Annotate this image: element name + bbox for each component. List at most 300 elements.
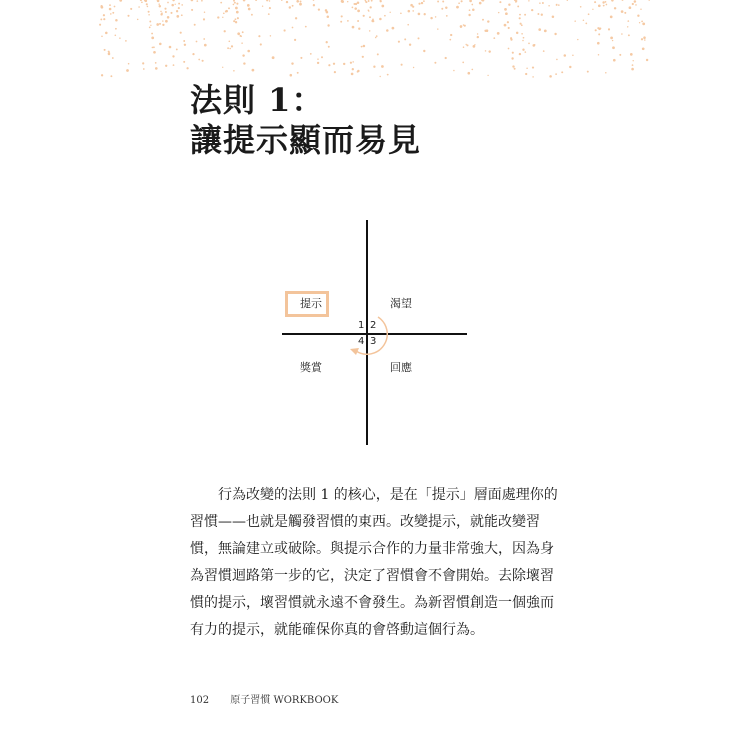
decorative-dot — [574, 20, 576, 22]
decorative-dot — [119, 37, 121, 39]
decorative-dot — [585, 23, 587, 25]
decorative-dot — [352, 26, 355, 29]
decorative-dot — [156, 23, 159, 26]
decorative-dot — [598, 28, 601, 31]
body-line: 行為改變的法則 1 的核心，是在「提示」層面處理你的 — [218, 487, 558, 503]
decorative-dot — [632, 3, 634, 5]
decorative-dot — [511, 57, 513, 59]
decorative-dot — [564, 54, 567, 57]
diagram-axes — [270, 215, 480, 450]
decorative-dot — [379, 18, 382, 21]
decorative-dot — [289, 6, 291, 8]
decorative-dot — [350, 62, 352, 64]
decorative-dot — [453, 70, 455, 72]
decorative-dot — [471, 69, 473, 71]
decorative-dot — [313, 0, 315, 1]
decorative-dot — [610, 37, 613, 40]
decorative-dot — [110, 13, 112, 15]
decorative-dot — [300, 1, 302, 3]
decorative-dot — [525, 73, 527, 75]
decorative-dot — [310, 53, 312, 55]
decorative-dot — [376, 35, 378, 37]
decorative-dot — [381, 5, 384, 8]
quadrant-number-2: 2 — [370, 320, 377, 331]
decorative-dot — [505, 12, 508, 15]
decorative-dot — [400, 12, 402, 14]
decorative-dot — [326, 11, 329, 14]
decorative-dot — [522, 40, 524, 42]
decorative-dot — [640, 9, 641, 10]
decorative-dot — [631, 68, 634, 71]
decorative-dot — [363, 45, 366, 48]
decorative-dot — [242, 54, 244, 56]
decorative-dot — [619, 54, 621, 56]
decorative-dot — [103, 14, 105, 16]
habit-loop-diagram — [270, 215, 480, 450]
decorative-dot — [258, 35, 260, 37]
decorative-dot — [441, 8, 443, 10]
decorative-dot — [407, 24, 409, 26]
decorative-dot — [165, 11, 167, 13]
decorative-dot — [528, 0, 529, 1]
decorative-dot — [434, 62, 436, 64]
decorative-dot — [176, 10, 178, 12]
decorative-dot — [642, 47, 645, 50]
decorative-dot — [318, 8, 320, 10]
decorative-dot — [528, 43, 530, 45]
quadrant-label-reward: 獎賞 — [300, 361, 322, 374]
decorative-dot — [112, 12, 114, 14]
decorative-dot — [642, 23, 645, 26]
decorative-dot — [153, 46, 155, 48]
decorative-dot — [611, 0, 614, 2]
decorative-dot — [602, 1, 604, 3]
decorative-dot — [365, 1, 367, 3]
decorative-dot — [266, 0, 268, 1]
decorative-dot — [541, 14, 543, 16]
decorative-dot — [340, 21, 342, 23]
decorative-dot — [520, 23, 522, 25]
decorative-dot — [537, 13, 539, 15]
decorative-dot — [418, 37, 420, 39]
decorative-dot — [389, 12, 390, 13]
decorative-dot — [150, 25, 151, 26]
decorative-dot — [543, 50, 545, 52]
decorative-dot — [556, 4, 558, 6]
decorative-dot — [504, 24, 507, 27]
decorative-dot — [351, 73, 354, 76]
decorative-dot — [437, 28, 438, 29]
decorative-dot — [508, 27, 510, 29]
decorative-dot — [242, 31, 244, 33]
decorative-dot — [159, 5, 161, 7]
decorative-dot — [484, 30, 486, 32]
decorative-dot — [229, 48, 231, 50]
decorative-dot — [333, 63, 335, 65]
decorative-dot — [170, 12, 172, 14]
decorative-dot — [613, 59, 616, 62]
decorative-dot — [352, 68, 354, 70]
decorative-dot — [248, 8, 251, 11]
decorative-dot — [633, 60, 634, 61]
decorative-dot — [141, 1, 143, 3]
decorative-dot — [152, 47, 154, 49]
decorative-dot — [186, 67, 188, 69]
decorative-dot — [357, 2, 360, 5]
decorative-dot — [464, 25, 466, 27]
decorative-dot — [445, 7, 447, 9]
decorative-dot — [412, 10, 414, 12]
decorative-dot — [471, 4, 473, 6]
body-line: 慣的提示，壞習慣就永遠不會發生。為新習慣創造一個強而 — [190, 595, 554, 611]
decorative-dot — [588, 13, 590, 15]
decorative-dot — [646, 59, 648, 61]
decorative-dot — [101, 36, 103, 38]
decorative-dot — [498, 12, 499, 13]
decorative-dot — [352, 61, 354, 63]
decorative-dot — [555, 73, 557, 75]
decorative-dot — [191, 9, 193, 11]
decorative-dot — [392, 27, 395, 30]
decorative-dot — [160, 13, 162, 15]
decorative-dot — [446, 15, 448, 17]
decorative-dot — [178, 7, 180, 9]
decorative-dot — [379, 76, 380, 77]
decorative-dot — [363, 15, 365, 17]
decorative-dot — [469, 9, 471, 11]
decorative-dot — [371, 0, 373, 2]
decorative-dot — [472, 9, 475, 12]
decorative-dot — [512, 52, 514, 54]
decorative-dot — [514, 68, 516, 70]
decorative-dot — [461, 0, 463, 2]
decorative-dot — [176, 15, 179, 18]
body-line: 為習慣迴路第一步的它，決定了習慣會不會開始。去除壞習 — [190, 568, 554, 584]
decorative-dot — [181, 4, 183, 6]
decorative-dot — [423, 0, 425, 2]
decorative-dot — [610, 16, 613, 19]
decorative-dot — [479, 2, 482, 5]
decorative-dot — [119, 0, 122, 2]
decorative-dot — [418, 3, 420, 5]
decorative-dot — [488, 50, 490, 52]
decorative-dot — [149, 27, 151, 29]
decorative-dot — [634, 0, 637, 3]
decorative-dot — [517, 5, 519, 7]
decorative-dot — [130, 8, 132, 10]
decorative-dot — [172, 0, 174, 1]
decorative-dot — [404, 38, 406, 40]
decorative-dot — [108, 51, 110, 53]
decorative-dot — [387, 74, 389, 76]
decorative-dot — [462, 62, 464, 64]
decorative-dot — [401, 64, 403, 66]
decorative-dot — [347, 20, 349, 22]
decorative-dot — [522, 49, 524, 51]
decorative-dot — [368, 10, 370, 12]
decorative-dot — [138, 6, 140, 8]
decorative-dot — [532, 44, 535, 47]
decorative-dot — [108, 53, 110, 55]
decorative-dot — [424, 13, 426, 15]
decorative-dot — [142, 62, 144, 64]
decorative-dot — [143, 68, 145, 70]
decorative-dot-pattern — [0, 0, 750, 80]
decorative-dot — [548, 5, 550, 7]
title-line-2: 讓提示顯而易見 — [190, 121, 422, 159]
decorative-dot — [158, 3, 160, 5]
decorative-dot — [556, 59, 558, 61]
decorative-dot — [234, 18, 236, 20]
decorative-dot — [180, 32, 182, 34]
decorative-dot — [172, 55, 174, 57]
decorative-dot — [355, 3, 357, 5]
decorative-dot — [592, 9, 593, 10]
quadrant-label-craving: 渴望 — [390, 297, 412, 310]
decorative-dot — [594, 1, 596, 3]
decorative-dot — [519, 53, 521, 55]
decorative-dot — [521, 33, 523, 35]
decorative-dot — [519, 14, 521, 16]
decorative-dot — [456, 6, 459, 9]
decorative-dot — [369, 16, 371, 18]
decorative-dot — [358, 28, 360, 30]
decorative-dot — [233, 0, 235, 2]
quadrant-number-4: 4 — [358, 336, 365, 347]
decorative-dot — [165, 65, 167, 67]
decorative-dot — [641, 38, 643, 40]
decorative-dot — [171, 4, 174, 7]
decorative-dot — [523, 37, 525, 39]
decorative-dot — [445, 57, 447, 59]
decorative-dot — [176, 48, 178, 50]
decorative-dot — [410, 4, 413, 7]
decorative-dot — [357, 10, 360, 13]
decorative-dot — [630, 53, 633, 56]
decorative-dot — [225, 11, 227, 13]
decorative-dot — [463, 46, 465, 48]
decorative-dot — [621, 10, 624, 13]
decorative-dot — [354, 7, 357, 10]
decorative-dot — [377, 53, 379, 55]
decorative-dot — [519, 17, 521, 19]
decorative-dot — [204, 44, 207, 47]
decorative-dot — [603, 5, 605, 7]
decorative-dot — [204, 11, 205, 12]
decorative-dot — [641, 21, 643, 23]
decorative-dot — [127, 15, 129, 17]
decorative-dot — [442, 1, 444, 3]
decorative-dot — [628, 34, 630, 36]
decorative-dot — [147, 6, 149, 8]
decorative-dot — [421, 2, 423, 4]
decorative-dot — [352, 7, 354, 9]
decorative-dot — [159, 23, 161, 25]
decorative-dot — [539, 2, 541, 4]
decorative-dot — [231, 45, 233, 47]
page-number: 102 — [190, 695, 210, 706]
decorative-dot — [326, 41, 328, 43]
decorative-dot — [181, 14, 183, 16]
decorative-dot — [291, 62, 293, 64]
decorative-dot — [552, 15, 555, 18]
decorative-dot — [477, 33, 478, 34]
decorative-dot — [598, 33, 600, 35]
decorative-dot — [624, 12, 626, 14]
decorative-dot — [508, 48, 510, 50]
decorative-dot — [300, 57, 302, 59]
decorative-dot — [597, 42, 600, 45]
decorative-dot — [510, 39, 512, 41]
decorative-dot — [487, 20, 489, 22]
decorative-dot — [605, 72, 607, 74]
decorative-dot — [627, 20, 629, 22]
decorative-dot — [201, 0, 203, 2]
book-title: 原子習慣 WORKBOOK — [230, 695, 339, 706]
decorative-dot — [241, 42, 243, 44]
decorative-dot — [532, 67, 534, 69]
decorative-dot — [137, 19, 139, 21]
title-line-1: 法則 1： — [190, 81, 325, 119]
decorative-dot — [313, 4, 315, 6]
decorative-dot — [524, 14, 526, 16]
decorative-dot — [227, 47, 229, 49]
decorative-dot — [198, 59, 200, 61]
decorative-dot — [167, 16, 170, 19]
decorative-dot — [167, 2, 169, 4]
decorative-dot — [327, 24, 329, 26]
decorative-dot — [183, 61, 185, 63]
decorative-dot — [499, 1, 501, 3]
decorative-dot — [321, 56, 323, 58]
body-line: 習慣——也就是觸發習慣的東西。改變提示，就能改變習 — [190, 514, 540, 530]
decorative-dot — [173, 64, 175, 66]
decorative-dot — [175, 4, 176, 5]
decorative-dot — [341, 15, 343, 17]
decorative-dot — [368, 0, 370, 2]
decorative-dot — [608, 28, 610, 30]
decorative-dot — [542, 2, 544, 4]
decorative-dot — [151, 33, 153, 35]
decorative-dot — [157, 0, 160, 2]
decorative-dot — [482, 19, 484, 21]
decorative-dot — [430, 17, 432, 19]
decorative-dot — [126, 69, 129, 72]
body-line: 慣，無論建立或破除。與提示合作的力量非常強大，因為身 — [190, 541, 554, 557]
decorative-dot — [384, 15, 386, 17]
decorative-dot — [183, 40, 185, 42]
decorative-dot — [587, 71, 589, 73]
decorative-dot — [104, 49, 106, 51]
decorative-dot — [605, 1, 607, 3]
decorative-dot — [233, 20, 235, 22]
decorative-dot — [458, 2, 460, 4]
decorative-dot — [178, 3, 180, 5]
decorative-dot — [572, 55, 574, 57]
decorative-dot — [268, 13, 270, 15]
decorative-dot — [418, 13, 421, 16]
decorative-dot — [290, 74, 293, 77]
decorative-dot — [449, 39, 451, 41]
decorative-dot — [627, 26, 628, 27]
decorative-dot — [466, 44, 468, 46]
decorative-dot — [435, 16, 437, 18]
decorative-dot — [347, 1, 348, 2]
decorative-dot — [184, 44, 186, 46]
decorative-dot — [381, 65, 384, 68]
decorative-dot — [252, 69, 255, 72]
decorative-dot — [196, 0, 198, 2]
decorative-dot — [223, 12, 225, 14]
decorative-dot — [269, 0, 270, 1]
decorative-dot — [612, 40, 613, 41]
decorative-dot — [251, 14, 253, 16]
page-footer — [190, 694, 338, 708]
decorative-dot — [115, 19, 118, 22]
decorative-dot — [237, 17, 239, 19]
decorative-dot — [606, 4, 608, 6]
decorative-dot — [148, 14, 150, 16]
decorative-dot — [632, 64, 634, 66]
decorative-dot — [162, 20, 163, 21]
decorative-dot — [487, 75, 488, 76]
decorative-dot — [621, 33, 623, 35]
decorative-dot — [549, 75, 552, 78]
decorative-dot — [235, 21, 237, 23]
decorative-dot — [504, 8, 507, 11]
decorative-dot — [128, 63, 130, 65]
decorative-dot — [362, 56, 364, 58]
decorative-dot — [243, 62, 245, 64]
decorative-dot — [194, 24, 196, 26]
decorative-dot — [260, 43, 262, 45]
decorative-dot — [554, 33, 556, 35]
decorative-dot — [567, 0, 568, 1]
decorative-dot — [370, 6, 372, 8]
decorative-dot — [317, 58, 319, 60]
decorative-dot — [236, 3, 238, 5]
decorative-dot — [526, 67, 528, 69]
decorative-dot — [558, 4, 560, 6]
decorative-dot — [622, 0, 624, 1]
decorative-dot — [598, 4, 601, 7]
decorative-dot — [614, 7, 616, 9]
decorative-dot — [295, 17, 297, 19]
decorative-dot — [103, 18, 105, 20]
decorative-dot — [508, 3, 510, 5]
decorative-dot — [292, 5, 294, 7]
decorative-dot — [437, 1, 439, 3]
decorative-dot — [164, 8, 166, 10]
decorative-dot — [99, 24, 101, 26]
decorative-dot — [202, 60, 204, 62]
decorative-dot — [233, 4, 235, 6]
decorative-dot — [151, 37, 154, 40]
decorative-dot — [284, 29, 286, 31]
decorative-dot — [299, 3, 302, 6]
decorative-dot — [369, 30, 371, 32]
decorative-dot — [408, 10, 411, 13]
decorative-dot — [234, 2, 236, 4]
decorative-dot — [357, 71, 359, 73]
decorative-dot — [110, 75, 112, 77]
decorative-dot — [643, 36, 646, 39]
decorative-dot — [236, 11, 239, 14]
decorative-dot — [240, 36, 242, 38]
decorative-dot — [515, 1, 517, 3]
decorative-dot — [468, 14, 470, 16]
decorative-dot — [101, 74, 103, 76]
